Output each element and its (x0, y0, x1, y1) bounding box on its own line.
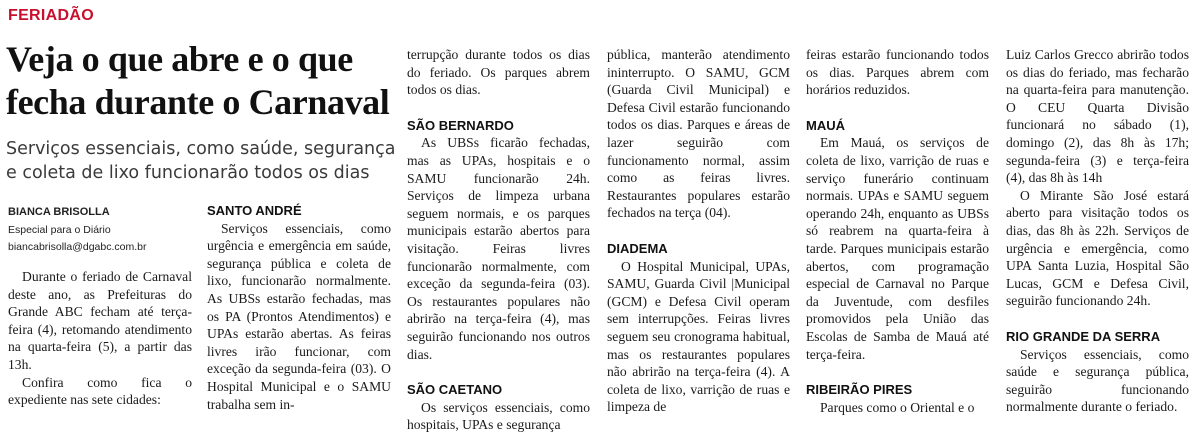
continued-paragraph: Luiz Carlos Grecco abrirão todos os dias do feriado, mas fecharão na quarta-feira para manutenção. O CEU Quarta Divisão funcionará no sábado (1), domingo (2), das 8h às 17h; segunda-feira (3) e terça-feira (4), das 8h às 14h (1006, 47, 1189, 186)
byline-note: Especial para o Diário (8, 224, 111, 236)
section-paragraph: Parques como o Oriental e o (820, 399, 975, 415)
section-heading-diadema: DIADEMA (607, 240, 668, 256)
section-heading-santo-andre: SANTO ANDRÉ (207, 203, 302, 218)
section-heading-sao-caetano: SÃO CAETANO (407, 382, 503, 398)
intro-paragraph: Confira como fica o expediente nas sete cidades: (8, 374, 192, 408)
continued-paragraph: pública, manterão atendimento ininterrupto. O SAMU, GCM (Guarda Civil Municipal) e Defesa Civil estarão funcionando todos os dias. Parques e áreas de lazer seguirão com funcionamento normal, assim como as feiras livres. Restaurantes populares estarão fechados na terça (04). (607, 47, 790, 221)
section-heading-sao-bernardo: SÃO BERNARDO (407, 117, 514, 133)
article-column-4 (806, 46, 989, 416)
continued-paragraph: terrupção durante todos os dias do feriado. Os parques abrem todos os dias. (407, 47, 590, 98)
intro-column (8, 268, 192, 416)
section-paragraph: O Mirante São José estará aberto para visitação todos os dias, das 8h às 22h. Serviços de urgência e emergência, como UPA Santa Luzia, Hospital São Lucas, GCM e Defesa Civil, seguirão funcionando 24h. (1006, 187, 1189, 309)
continued-paragraph: feiras estarão funcionando todos os dias. Parques abrem com horários reduzidos. (806, 47, 989, 98)
section-kicker: FERIADÃO (8, 7, 94, 24)
section-heading-maua: MAUÁ (806, 117, 845, 133)
section-paragraph: Serviços essenciais, como urgência e emergência em saúde, segurança pública e coleta de lixo, funcionarão normalmente. As UBSs estarão fechadas, mas os PA (Prontos Atendimentos) e UPAs estarão abertas. As feiras livres irão funcionar, com exceção da segunda-feira (03). O Hospital Municipal e o SAMU trabalha sem in- (207, 220, 391, 412)
subheadline: Serviços essenciais, como saúde, segurança e coleta de lixo funcionarão todos os dias (6, 139, 396, 183)
section-paragraph: Os serviços essenciais, como hospitais, UPAs e segurança (407, 399, 590, 433)
byline-email: biancabrisolla@dgabc.com.br (8, 241, 147, 253)
section-paragraph: Em Mauá, os serviços de coleta de lixo, varrição de ruas e serviço funerário continuam normais. UPAs e SAMU seguem operando 24h, enquanto as UBSs só reabrem na quarta-feira à tarde. Parques municipais estarão abertos, com programação especial de Carnaval no Parque da Juventude, com desfiles promovidos pela União das Escolas de Samba de Mauá até terça-feira. (806, 135, 989, 362)
section-paragraph: As UBSs ficarão fechadas, mas as UPAs, hospitais e o SAMU funcionarão 24h. Serviços de limpeza urbana seguem normais, e os parques municipais estarão abertos para visitação. Feiras livres funcionarão normalmente, com exceção da segunda-feira (03). Os restaurantes populares não abrirão na terça-feira (4), mas seguirão funcionando nos outros dias. (407, 135, 590, 362)
section-heading-ribeirao-pires: RIBEIRÃO PIRES (806, 382, 913, 398)
article-column-3 (607, 46, 790, 416)
article-column-5 (1006, 46, 1189, 416)
section-paragraph: Serviços essenciais, como saúde e segurança pública, seguirão funcionando normalmente durante o feriado. (1006, 346, 1189, 415)
byline-author: BIANCA BRISOLLA (8, 206, 110, 218)
headline: Veja o que abre e o que fecha durante o Carnaval (6, 39, 390, 122)
intro-paragraph: Durante o feriado de Carnaval deste ano, as Prefeituras do Grande ABC fecham até terça-feira (4), retomando atendimento na quarta-feira (5), a partir das 13h. (8, 269, 192, 372)
article-column-1 (207, 202, 391, 416)
section-paragraph: O Hospital Municipal, UPAs, SAMU, Guarda Civil |Municipal (GCM) e Defesa Civil operam sem interrupções. Feiras livres seguem seu cronograma habitual, mas os restaurantes populares não abrirão na terça-feira (4). A coleta de lixo, varrição de ruas e limpeza de (607, 258, 790, 415)
section-heading-rio-grande-da-serra: RIO GRANDE DA SERRA (1006, 328, 1161, 344)
article-column-2 (407, 46, 590, 433)
